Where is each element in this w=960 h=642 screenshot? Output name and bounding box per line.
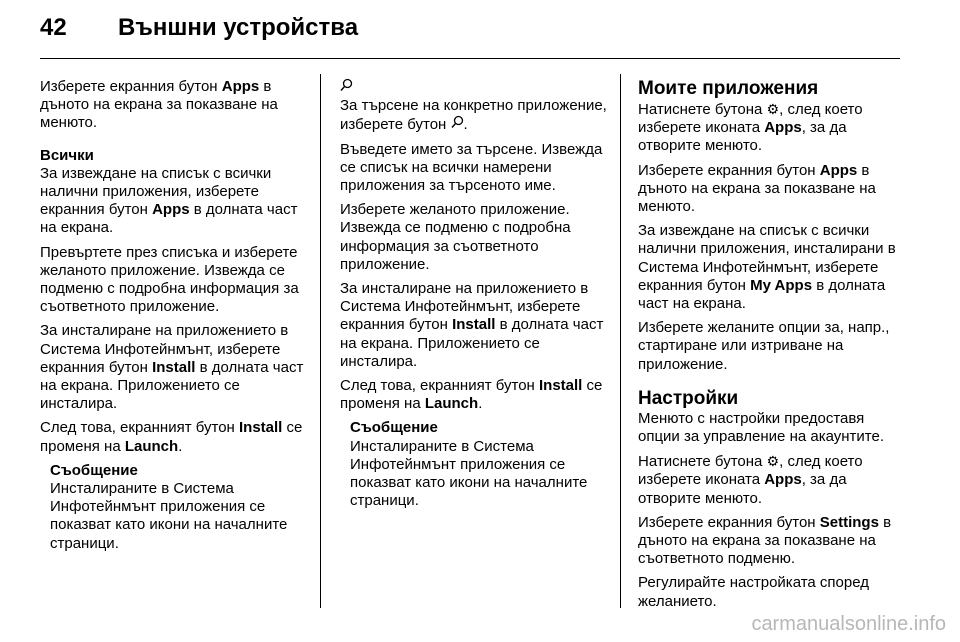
column-divider-2 [620,74,621,608]
col3-apps-button: Изберете екранния бутон Apps в дъното на екрана за показване на менюто. [638,161,876,216]
column-1 [40,78,308,553]
col1-intro: Изберете екранния бутон Apps в дъното на екрана за показване на менюто. [40,78,278,132]
col2-launch: След това, екранният бутон Install се променя на Launch. [340,377,603,413]
search-icon [451,115,464,129]
col1-all-list: За извеждане на списък с всички налични приложения, изберете екранния бутон Apps в долната част на екрана. [40,164,298,237]
section-heading-settings: Настройки [638,387,739,409]
col3-adjust: Регулирайте настройката според желанието. [638,574,869,610]
col2-search-icon-line [340,78,612,97]
col1-launch: След това, екранният бутон Install се променя на Launch. [40,419,303,455]
column-2 [340,78,612,510]
note-text: Инсталираните в Система Инфотейнмънт приложения се показват като икони на началните страници. [50,480,288,552]
section-heading-all: Всички [40,146,94,164]
watermark: carmanualsonline.info [751,613,946,635]
col1-scroll: Превъртете през списъка и изберете желаното приложение. Извежда се подменю с подробна информация за съответното приложение. [40,243,299,316]
col2-install: За инсталиране на приложението в Система Инфотейнмънт, изберете екранния бутон Install в долната част на екрана. Приложението се инсталира. [340,280,604,370]
col3-press-button-2: Натиснете бутона ⚙, след което изберете иконата Apps, за да отворите менюто. [638,453,863,507]
page-title: Външни устройства [118,14,359,41]
col3-my-apps: За извеждане на списък с всички налични приложения, инсталирани в Система Инфотейнмънт, изберете екранния бутон My Apps в долната част на екрана. [638,222,896,313]
page-header [40,14,358,42]
col3-settings-menu: Менюто с настройки предоставя опции за управление на акаунтите. [638,409,885,446]
col1-install: За инсталиране на приложението в Система Инфотейнмънт, изберете екранния бутон Install в долната част на екрана. Приложението се инсталира. [40,322,304,413]
settings-icon: ⚙ [766,453,780,470]
column-3 [638,78,906,617]
note-title: Съобщение [50,461,138,479]
col3-press-button: Натиснете бутона ⚙, след което изберете иконата Apps, за да отворите менюто. [638,101,863,155]
col2-note [340,419,612,510]
col2-enter-name: Въведете името за търсене. Извежда се списък на всички намерени приложения за търсеното име. [340,140,603,195]
col3-settings-button: Изберете екранния бутон Settings в дъното на екрана за показване на съответното подменю. [638,513,892,568]
col1-note [40,462,308,553]
search-icon [340,78,353,92]
header-rule [40,58,900,59]
settings-icon: ⚙ [766,101,780,117]
col2-search: За търсене на конкретно приложение, изберете бутон . [340,97,607,134]
note-title: Съобщение [350,419,438,437]
page-number: 42 [40,14,67,41]
note-text: Инсталираните в Система Инфотейнмънт приложения се показват като икони на началните страници. [350,437,588,510]
column-divider-1 [320,74,321,608]
col2-choose: Изберете желаното приложение. Извежда се подменю с подробна информация за съответното приложение. [340,201,571,273]
col3-options: Изберете желаните опции за, напр., стартиране или изтриване на приложение. [638,319,890,373]
section-heading-my-apps: Моите приложения [638,78,819,99]
